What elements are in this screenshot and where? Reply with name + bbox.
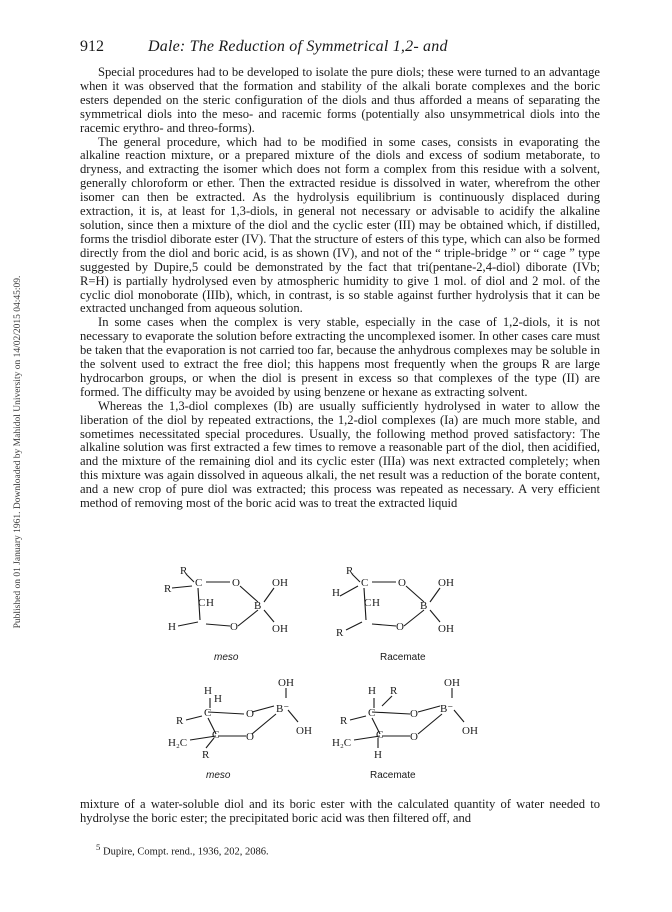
atom-label: H (374, 749, 382, 761)
atom-label: H₂C (168, 737, 188, 749)
atom-label: C (368, 707, 376, 719)
atom-label: O (398, 577, 406, 589)
atom-label: H (368, 685, 376, 697)
atom-label: C (361, 577, 369, 589)
paragraph: mixture of a water-soluble diol and its boric ester with the calculated quantity of water needed to hydrolyse the boric ester; the precipitated boric acid was then filtered off, and (80, 797, 600, 825)
atom-label: R (390, 685, 398, 697)
atom-label: H (206, 597, 214, 609)
atom-label: O (246, 708, 254, 720)
atom-label: C (198, 597, 206, 609)
structure-diagrams (148, 564, 488, 786)
atom-label: C (204, 707, 212, 719)
atom-label: H (214, 693, 222, 705)
figure-label-meso: meso (206, 770, 231, 781)
running-header (80, 38, 600, 58)
atom-label: OH (438, 623, 454, 635)
running-title: Dale: The Reduction of Symmetrical 1,2- and (148, 38, 448, 55)
paragraph: In some cases when the complex is very stable, especially in the case of 1,2-diols, it is not necessary to evaporate the solution before extracting the uncomplexed isomer. In other cases care must be taken that the evaporation is not carried too far, because the anhydrous complexes may be soluble in the solvent used to extract the free diol; this happens most frequently when the groups R are large hydrocarbon groups, or when the diol is present in excess so that complexes of the type (II) are formed. The difficulty may be avoided by using benzene or hexane as extracting solvent. (80, 315, 600, 399)
atom-label: C (364, 597, 372, 609)
atom-label: H (168, 621, 176, 633)
continuation-text (80, 798, 600, 826)
atom-label: OH (272, 623, 288, 635)
atom-label: H₂C (332, 737, 352, 749)
atom-label: R (202, 749, 210, 761)
atom-label: O (246, 731, 254, 743)
atom-label: R (346, 565, 354, 577)
atom-label: C (212, 729, 220, 741)
page-number: 912 (80, 38, 104, 55)
atom-label: C (195, 577, 203, 589)
atom-label: C (376, 729, 384, 741)
atom-label: O (396, 621, 404, 633)
atom-label: R (180, 565, 188, 577)
atom-label: R (336, 627, 344, 639)
paragraph: Special procedures had to be developed to isolate the pure diols; these were turned to an advantage when it was observed that the formation and stability of the alkali borate complexes and the boric esters depended on the steric configuration of the diols and thus afforded a means of separating the symmetrical diols into the meso- and racemic forms (potentially also unsymmetrical diols into the racemic erythro- and threo-forms). (80, 65, 600, 135)
atom-label: O (410, 731, 418, 743)
atom-label: OH (438, 577, 454, 589)
footnote (96, 842, 269, 858)
atom-label: OH (272, 577, 288, 589)
figure-label-meso: meso (214, 652, 239, 663)
atom-label: O (410, 708, 418, 720)
download-watermark (10, 135, 26, 775)
footnote-text: Dupire, Compt. rend., 1936, 202, 2086. (103, 846, 269, 858)
structure-figures (148, 564, 488, 786)
main-text (80, 66, 600, 511)
paragraph: Whereas the 1,3-diol complexes (Ib) are usually sufficiently hydrolysed in water to allow the liberation of the diol by repeated extractions, the 1,2-diol complexes (Ia) are much more stable, and sometimes necessitated special procedures. Usually, the following method proved satisfactory: The alkaline solution was first extracted a few times to remove a reasonable part of the diol, then acidified, and the mixture of the remaining diol and its cyclic ester (IIIa) was next extracted completely; when this mixture was again dissolved in aqueous alkali, the net result was a reduction of the borate content, and a new crop of pure diol was extracted; this process was repeated as necessary. A very efficient method of removing most of the boric acid was to treat the extracted liquid (80, 398, 600, 511)
atom-label: B⁻ (440, 703, 454, 715)
atom-label: OH (278, 677, 294, 689)
download-notice: Published on 01 January 1961. Downloaded by Mahidol University on 14/02/2015 04:45:09. (13, 275, 23, 629)
atom-label: OH (296, 725, 312, 737)
atom-label: H (372, 597, 380, 609)
paragraph: The general procedure, which had to be modified in some cases, consists in evaporating the alkaline reaction mixture, or a prepared mixture of the diols and excess of sodium metaborate, to dryness, and extracting the isomer which does not form a complex from this residue with a solvent, generally chloroform or ether. Then the extracted residue is dissolved in water, wherefrom the other isomer can then be extracted. As the hydrolysis equilibrium is continuously displaced during extraction, it is, at least for 1,3-diols, in general not necessary or advisable to acidify the alkaline solution, since then a mixture of the diol and the cyclic ester (III) may be obtained which, if distilled, forms the trisdiol diborate ester (IV). That the structure of esters of this type, which can also be formed directly from the diol and boric acid, is as shown (IV), and not of the “ triple-bridge ” or “ cage ” type suggested by Dupire,5 could be demonstrated by the fact that tri(pentane-2,4-diol) diborate (IVb; R=H) is partially hydrolysed even by atmospheric humidity to give 1 mol. of diol and 2 mol. of the cyclic diol monoborate (IIIb), which, in contrast, is so stable against further hydrolysis that it can be extracted unchanged from aqueous solution. (80, 134, 600, 316)
atom-label: B (420, 600, 428, 612)
atom-label: R (340, 715, 348, 727)
footnote-marker: 5 (96, 842, 101, 852)
atom-label: H (204, 685, 212, 697)
figure-label-racemate: Racemate (380, 652, 426, 663)
atom-label: OH (444, 677, 460, 689)
atom-label: O (230, 621, 238, 633)
atom-label: OH (462, 725, 478, 737)
atom-label: B⁻ (276, 703, 290, 715)
figure-label-racemate: Racemate (370, 770, 416, 781)
atom-label: O (232, 577, 240, 589)
atom-label: R (176, 715, 184, 727)
atom-label: B (254, 600, 262, 612)
atom-label: R (164, 583, 172, 595)
atom-label: H (332, 587, 340, 599)
